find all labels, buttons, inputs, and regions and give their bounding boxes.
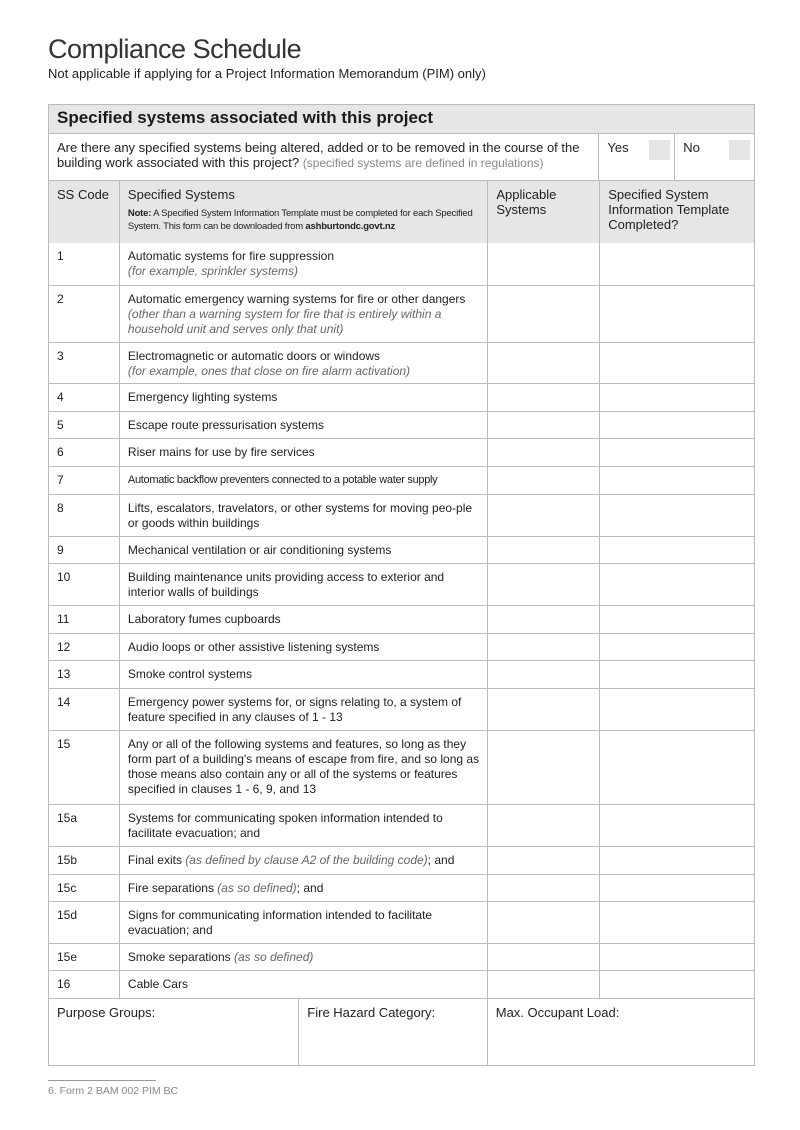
no-option — [674, 134, 754, 180]
table-row — [49, 466, 754, 494]
ss-code: 1 — [57, 249, 64, 263]
template-completed-cell[interactable] — [599, 731, 754, 804]
table-row — [49, 633, 754, 660]
purpose-groups-field[interactable]: Purpose Groups: — [57, 1005, 156, 1020]
system-description — [119, 467, 487, 494]
ss-code: 11 — [57, 612, 70, 626]
system-text: Emergency lighting systems — [127, 390, 278, 404]
template-completed-cell[interactable] — [599, 902, 754, 943]
template-completed-cell[interactable] — [599, 606, 754, 633]
yes-label: Yes — [607, 140, 629, 155]
template-completed-cell[interactable] — [599, 847, 754, 874]
note-text: A Specified System Information Template must be completed for each Specified System. This form can be downloaded from — [127, 208, 473, 232]
ss-code: 15b — [57, 853, 78, 867]
table-row — [49, 688, 754, 730]
ss-code: 14 — [57, 695, 71, 709]
system-text: Electromagnetic or automatic doors or windows — [127, 349, 381, 363]
system-suffix: ; and — [296, 881, 324, 895]
system-description — [119, 286, 487, 342]
system-description — [119, 689, 487, 730]
system-text: Systems for communicating spoken information intended to facilitate evacuation; and — [127, 811, 443, 840]
applicable-cell[interactable] — [487, 343, 599, 383]
system-description — [119, 634, 487, 660]
system-text: Automatic systems for fire suppression — [127, 249, 334, 263]
system-description — [119, 971, 487, 998]
template-completed-cell[interactable] — [599, 805, 754, 846]
applicable-cell[interactable] — [487, 243, 599, 285]
template-completed-cell[interactable] — [599, 944, 754, 970]
system-description — [119, 243, 487, 285]
ss-code: 4 — [57, 390, 64, 404]
system-description — [119, 606, 487, 633]
template-completed-cell[interactable] — [599, 286, 754, 342]
section-title: Specified systems associated with this project — [49, 105, 754, 133]
system-text: Riser mains for use by fire services — [127, 445, 315, 459]
template-completed-cell[interactable] — [599, 243, 754, 285]
yes-checkbox[interactable] — [649, 140, 670, 160]
applicable-cell[interactable] — [487, 467, 599, 494]
question-text: Are there any specified systems being altered, added or to be removed in the course of the building work associated with this project? — [57, 140, 580, 170]
system-description — [119, 661, 487, 688]
no-label: No — [683, 140, 700, 155]
system-suffix: ; and — [427, 853, 455, 867]
ss-code: 5 — [57, 418, 64, 432]
ss-code: 6 — [57, 445, 64, 459]
system-text: Escape route pressurisation systems — [127, 418, 325, 432]
fire-hazard-category-field[interactable]: Fire Hazard Category: — [298, 999, 486, 1065]
system-text: Signs for communicating information intended to facilitate evacuation; and — [127, 908, 433, 937]
applicable-cell[interactable] — [487, 902, 599, 943]
applicable-cell[interactable] — [487, 731, 599, 804]
applicable-cell[interactable] — [487, 495, 599, 536]
applicable-cell[interactable] — [487, 412, 599, 438]
applicable-cell[interactable] — [487, 537, 599, 563]
applicable-cell[interactable] — [487, 689, 599, 730]
table-row — [49, 804, 754, 846]
applicable-cell[interactable] — [487, 606, 599, 633]
ss-code: 9 — [57, 543, 64, 557]
system-text: Cable Cars — [127, 977, 188, 991]
ss-code: 16 — [57, 977, 71, 991]
table-row — [49, 243, 754, 285]
applicable-cell[interactable] — [487, 944, 599, 970]
ss-code: 8 — [57, 501, 64, 515]
table-row — [49, 285, 754, 342]
applicable-cell[interactable] — [487, 847, 599, 874]
system-text: Any or all of the following systems and features, so long as they form part of a building's means of escape from fire, and so long as those means also contain any or all of the systems or features specified in clauses 1 - 6, 9, and 13 — [127, 737, 480, 796]
applicable-cell[interactable] — [487, 661, 599, 688]
system-note: (for example, sprinkler systems) — [127, 264, 298, 278]
template-completed-cell[interactable] — [599, 384, 754, 411]
template-completed-cell[interactable] — [599, 537, 754, 563]
system-note: (for example, ones that close on fire alarm activation) — [127, 364, 411, 378]
system-description — [119, 731, 487, 804]
question — [49, 134, 598, 180]
page-title: Compliance Schedule — [48, 34, 302, 64]
no-checkbox[interactable] — [729, 140, 750, 160]
ss-code: 15c — [57, 881, 77, 895]
col-header-code: SS Code — [57, 187, 110, 202]
system-description — [119, 537, 487, 563]
systems-header-label: Specified Systems — [127, 187, 235, 202]
applicable-cell[interactable] — [487, 634, 599, 660]
ss-code: 15a — [57, 811, 78, 825]
table-row — [49, 970, 754, 998]
table-row — [49, 494, 754, 536]
table-row — [49, 943, 754, 970]
template-completed-cell[interactable] — [599, 661, 754, 688]
system-note: (as so defined) — [233, 950, 314, 964]
system-description — [119, 944, 487, 970]
ss-code: 15 — [57, 737, 71, 751]
template-completed-cell[interactable] — [599, 564, 754, 605]
footer-rule — [48, 1080, 156, 1081]
ss-code: 15e — [57, 950, 78, 964]
applicable-cell[interactable] — [487, 805, 599, 846]
system-description — [119, 847, 487, 874]
ss-code: 12 — [57, 640, 71, 654]
yes-option — [598, 134, 674, 180]
system-description — [119, 412, 487, 438]
template-completed-cell[interactable] — [599, 467, 754, 494]
template-completed-cell[interactable] — [599, 412, 754, 438]
system-note: (as so defined) — [217, 881, 297, 895]
template-completed-cell[interactable] — [599, 689, 754, 730]
applicable-cell[interactable] — [487, 384, 599, 411]
max-occupant-load-field[interactable]: Max. Occupant Load: — [487, 999, 754, 1065]
table-row — [49, 846, 754, 874]
download-link[interactable]: ashburtondc.govt.nz — [305, 221, 396, 232]
applicable-cell[interactable] — [487, 286, 599, 342]
table-row — [49, 383, 754, 411]
table-row — [49, 660, 754, 688]
template-completed-cell[interactable] — [599, 971, 754, 998]
col-header-completed: Specified System Information Template Completed? — [599, 181, 754, 243]
system-note: (other than a warning system for fire that is entirely within a household unit and serves only that unit) — [127, 307, 442, 336]
ss-code: 15d — [57, 908, 78, 922]
system-text: Final exits — [127, 853, 186, 867]
page-subtitle: Not applicable if applying for a Project Information Memorandum (PIM) only) — [48, 66, 486, 81]
table-row — [49, 563, 754, 605]
system-text: Emergency power systems for, or signs relating to, a system of feature specified in any clauses of 1 - 13 — [127, 695, 462, 724]
ss-code: 7 — [57, 473, 64, 487]
table-row — [49, 342, 754, 383]
system-description — [119, 902, 487, 943]
table-row — [49, 730, 754, 804]
footer-text: 6. Form 2 BAM 002 PIM BC — [48, 1085, 179, 1097]
template-completed-cell[interactable] — [599, 343, 754, 383]
template-completed-cell[interactable] — [599, 875, 754, 901]
question-note: (specified systems are defined in regulations) — [302, 156, 544, 170]
systems-note — [128, 207, 479, 233]
system-note: (as defined by clause A2 of the building code) — [185, 853, 428, 867]
template-completed-cell[interactable] — [599, 634, 754, 660]
system-description — [119, 343, 487, 383]
ss-code: 3 — [57, 349, 64, 363]
applicable-cell[interactable] — [487, 439, 599, 466]
table-row — [49, 438, 754, 466]
system-text: Smoke separations — [127, 950, 234, 964]
applicable-cell[interactable] — [487, 875, 599, 901]
note-bold: Note: — [127, 208, 152, 219]
table-row — [49, 536, 754, 563]
table-row — [49, 605, 754, 633]
system-text: Automatic backflow preventers connected to a potable water supply — [127, 474, 438, 486]
system-description — [119, 439, 487, 466]
template-completed-cell[interactable] — [599, 495, 754, 536]
table-row — [49, 901, 754, 943]
system-description — [119, 495, 487, 536]
template-completed-cell[interactable] — [599, 439, 754, 466]
applicable-cell[interactable] — [487, 971, 599, 998]
system-text: Smoke control systems — [127, 667, 252, 681]
system-text: Automatic emergency warning systems for fire or other dangers — [127, 292, 466, 306]
col-header-systems — [119, 181, 487, 243]
system-text: Fire separations — [127, 881, 218, 895]
table-row — [49, 874, 754, 901]
ss-code: 2 — [57, 292, 64, 306]
system-text: Audio loops or other assistive listening systems — [127, 640, 380, 654]
ss-code: 13 — [57, 667, 71, 681]
system-description — [119, 875, 487, 901]
system-description — [119, 384, 487, 411]
ss-code: 10 — [57, 570, 71, 584]
system-text: Lifts, escalators, travelators, or other systems for moving peo-ple or goods within buildings — [127, 501, 473, 530]
system-description — [119, 805, 487, 846]
applicable-cell[interactable] — [487, 564, 599, 605]
table-row — [49, 411, 754, 438]
system-text: Mechanical ventilation or air conditioning systems — [127, 543, 392, 557]
system-description — [119, 564, 487, 605]
col-header-applicable: Applicable Systems — [487, 181, 599, 243]
specified-systems-form — [48, 104, 755, 1066]
system-text: Building maintenance units providing access to exterior and interior walls of buildings — [127, 570, 445, 599]
system-text: Laboratory fumes cupboards — [127, 612, 281, 626]
